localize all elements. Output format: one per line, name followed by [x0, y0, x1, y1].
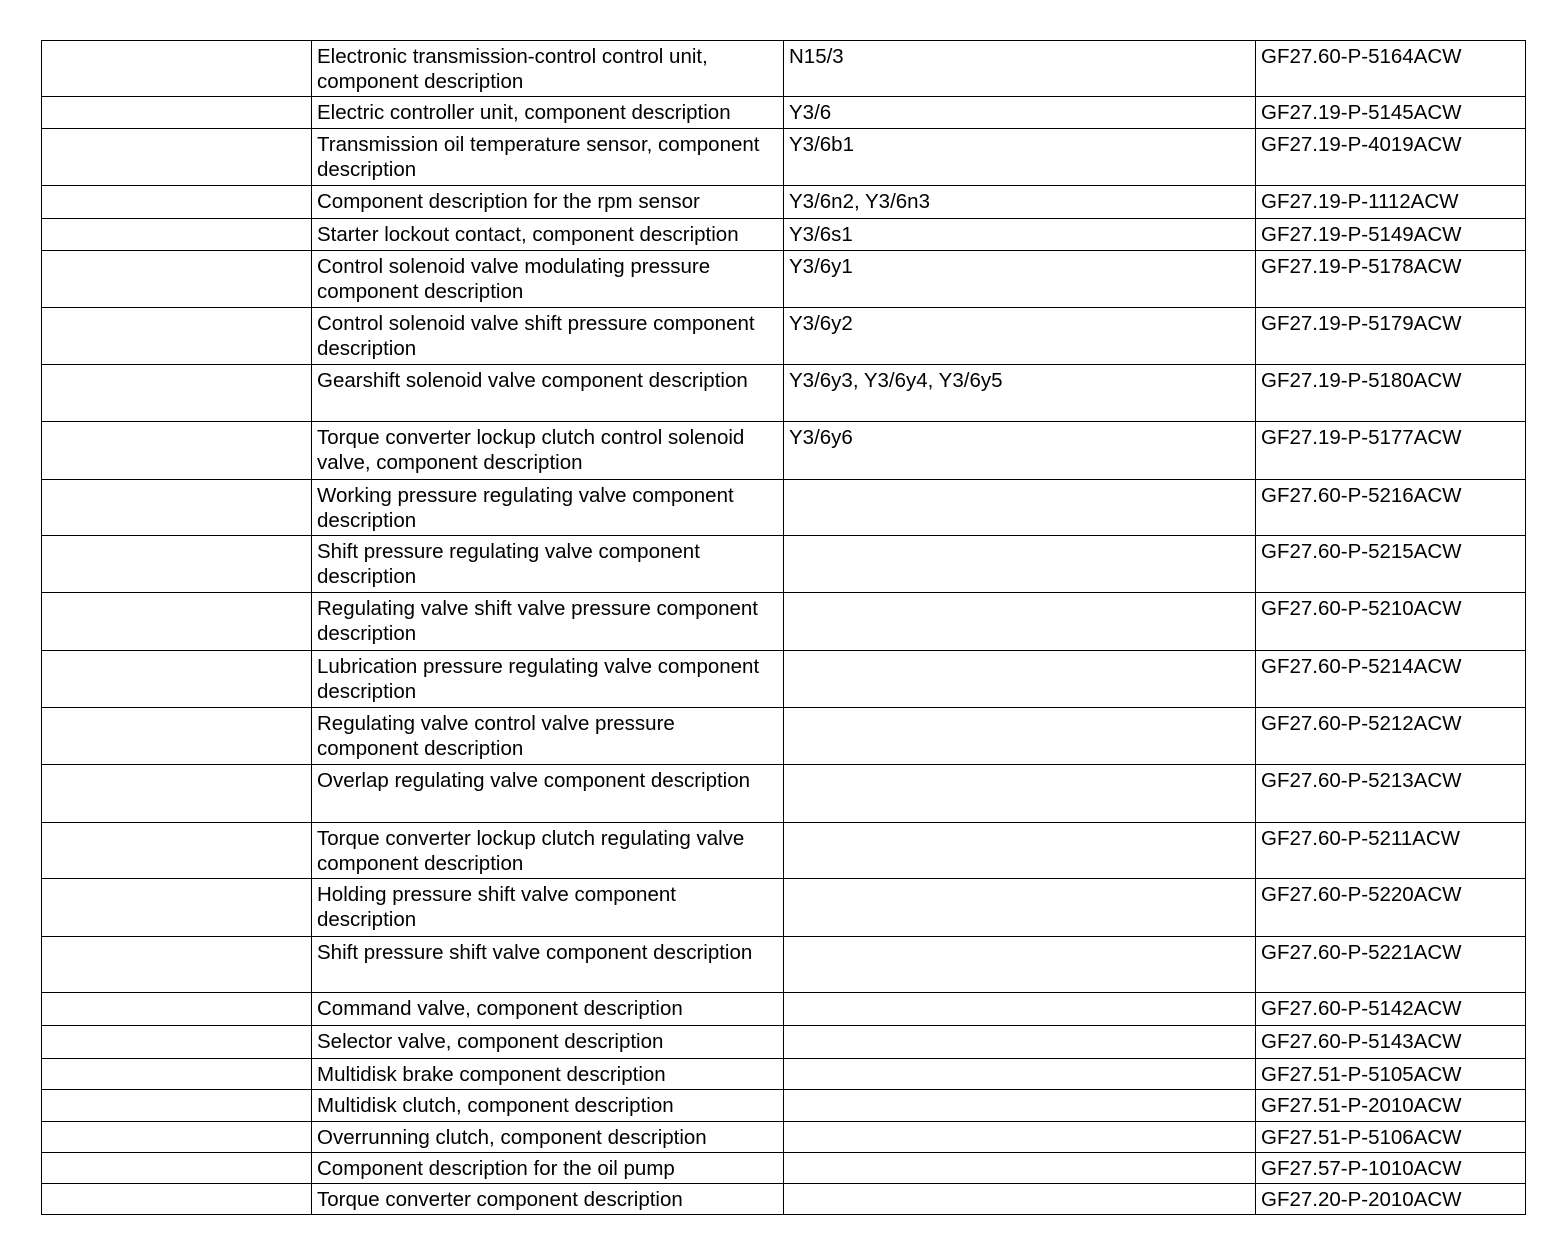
component-description-cell: Torque converter lockup clutch regulating valve component description — [312, 823, 784, 879]
blank-cell — [42, 219, 312, 251]
document-number-cell: GF27.51-P-5105ACW — [1256, 1059, 1526, 1090]
table-row — [42, 1153, 1526, 1184]
document-number-cell: GF27.19-P-5177ACW — [1256, 422, 1526, 480]
document-number-cell: GF27.60-P-5212ACW — [1256, 708, 1526, 765]
table-row — [42, 1090, 1526, 1122]
document-number-cell: GF27.19-P-5145ACW — [1256, 97, 1526, 129]
component-description-cell: Shift pressure shift valve component description — [312, 937, 784, 993]
document-number-cell: GF27.60-P-5220ACW — [1256, 879, 1526, 937]
component-designation-cell — [784, 1122, 1256, 1153]
blank-cell — [42, 937, 312, 993]
blank-cell — [42, 536, 312, 593]
document-number-cell: GF27.19-P-5180ACW — [1256, 365, 1526, 422]
component-description-cell: Regulating valve control valve pressure component description — [312, 708, 784, 765]
blank-cell — [42, 1184, 312, 1215]
component-designation-cell: Y3/6s1 — [784, 219, 1256, 251]
document-number-cell: GF27.51-P-2010ACW — [1256, 1090, 1526, 1122]
blank-cell — [42, 41, 312, 97]
component-designation-cell — [784, 993, 1256, 1026]
component-designation-cell — [784, 1059, 1256, 1090]
blank-cell — [42, 993, 312, 1026]
blank-cell — [42, 1026, 312, 1059]
blank-cell — [42, 823, 312, 879]
component-designation-cell — [784, 1026, 1256, 1059]
component-description-cell: Multidisk brake component description — [312, 1059, 784, 1090]
table-row — [42, 823, 1526, 879]
component-description-cell: Control solenoid valve shift pressure component description — [312, 308, 784, 365]
table-row — [42, 879, 1526, 937]
component-designation-cell — [784, 765, 1256, 823]
blank-cell — [42, 879, 312, 937]
blank-cell — [42, 97, 312, 129]
component-designation-cell — [784, 879, 1256, 937]
table-row — [42, 1122, 1526, 1153]
document-number-cell: GF27.19-P-5149ACW — [1256, 219, 1526, 251]
table-row — [42, 1184, 1526, 1215]
component-description-cell: Torque converter lockup clutch control solenoid valve, component description — [312, 422, 784, 480]
table-row — [42, 651, 1526, 708]
component-description-cell: Holding pressure shift valve component description — [312, 879, 784, 937]
document-number-cell: GF27.60-P-5216ACW — [1256, 480, 1526, 536]
blank-cell — [42, 1059, 312, 1090]
component-description-cell: Control solenoid valve modulating pressure component description — [312, 251, 784, 308]
blank-cell — [42, 1122, 312, 1153]
table-row — [42, 41, 1526, 97]
component-designation-cell — [784, 480, 1256, 536]
document-number-cell: GF27.19-P-4019ACW — [1256, 129, 1526, 186]
table-row — [42, 765, 1526, 823]
table-row — [42, 937, 1526, 993]
table-row — [42, 251, 1526, 308]
component-designation-cell: N15/3 — [784, 41, 1256, 97]
table-body — [42, 41, 1526, 1215]
component-description-cell: Electric controller unit, component description — [312, 97, 784, 129]
table-row — [42, 365, 1526, 422]
component-description-cell: Multidisk clutch, component description — [312, 1090, 784, 1122]
component-designation-cell — [784, 536, 1256, 593]
table-row — [42, 308, 1526, 365]
component-designation-cell — [784, 937, 1256, 993]
document-number-cell: GF27.60-P-5214ACW — [1256, 651, 1526, 708]
blank-cell — [42, 765, 312, 823]
blank-cell — [42, 1153, 312, 1184]
component-description-cell: Electronic transmission-control control unit, component description — [312, 41, 784, 97]
component-designation-cell — [784, 1153, 1256, 1184]
component-designation-cell: Y3/6y2 — [784, 308, 1256, 365]
component-designation-cell: Y3/6 — [784, 97, 1256, 129]
table-row — [42, 129, 1526, 186]
component-description-cell: Component description for the oil pump — [312, 1153, 784, 1184]
component-description-cell: Selector valve, component description — [312, 1026, 784, 1059]
component-description-cell: Shift pressure regulating valve component description — [312, 536, 784, 593]
document-number-cell: GF27.57-P-1010ACW — [1256, 1153, 1526, 1184]
component-designation-cell — [784, 1184, 1256, 1215]
blank-cell — [42, 651, 312, 708]
component-designation-cell — [784, 651, 1256, 708]
document-number-cell: GF27.60-P-5211ACW — [1256, 823, 1526, 879]
component-description-cell: Starter lockout contact, component description — [312, 219, 784, 251]
blank-cell — [42, 129, 312, 186]
document-number-cell: GF27.60-P-5142ACW — [1256, 993, 1526, 1026]
document-number-cell: GF27.60-P-5143ACW — [1256, 1026, 1526, 1059]
document-number-cell: GF27.51-P-5106ACW — [1256, 1122, 1526, 1153]
component-description-cell: Lubrication pressure regulating valve component description — [312, 651, 784, 708]
blank-cell — [42, 480, 312, 536]
table-row — [42, 422, 1526, 480]
table-row — [42, 593, 1526, 651]
component-designation-cell: Y3/6b1 — [784, 129, 1256, 186]
document-number-cell: GF27.60-P-5215ACW — [1256, 536, 1526, 593]
blank-cell — [42, 251, 312, 308]
blank-cell — [42, 186, 312, 219]
document-number-cell: GF27.19-P-5179ACW — [1256, 308, 1526, 365]
component-designation-cell: Y3/6y3, Y3/6y4, Y3/6y5 — [784, 365, 1256, 422]
table-row — [42, 1026, 1526, 1059]
component-description-cell: Command valve, component description — [312, 993, 784, 1026]
table-row — [42, 1059, 1526, 1090]
table-row — [42, 536, 1526, 593]
component-designation-cell — [784, 593, 1256, 651]
component-designation-cell — [784, 1090, 1256, 1122]
blank-cell — [42, 308, 312, 365]
component-description-cell: Overlap regulating valve component description — [312, 765, 784, 823]
component-description-cell: Torque converter component description — [312, 1184, 784, 1215]
component-designation-cell — [784, 823, 1256, 879]
component-designation-cell: Y3/6y1 — [784, 251, 1256, 308]
table-row — [42, 708, 1526, 765]
blank-cell — [42, 365, 312, 422]
table-row — [42, 480, 1526, 536]
blank-cell — [42, 1090, 312, 1122]
component-description-cell: Overrunning clutch, component description — [312, 1122, 784, 1153]
component-description-cell: Gearshift solenoid valve component description — [312, 365, 784, 422]
table-row — [42, 993, 1526, 1026]
component-description-cell: Working pressure regulating valve component description — [312, 480, 784, 536]
component-document-table — [41, 40, 1526, 1215]
table-row — [42, 186, 1526, 219]
table-row — [42, 219, 1526, 251]
document-number-cell: GF27.60-P-5213ACW — [1256, 765, 1526, 823]
component-description-cell: Component description for the rpm sensor — [312, 186, 784, 219]
document-number-cell: GF27.60-P-5164ACW — [1256, 41, 1526, 97]
component-designation-cell: Y3/6n2, Y3/6n3 — [784, 186, 1256, 219]
table-row — [42, 97, 1526, 129]
component-designation-cell — [784, 708, 1256, 765]
blank-cell — [42, 708, 312, 765]
blank-cell — [42, 593, 312, 651]
document-number-cell: GF27.19-P-5178ACW — [1256, 251, 1526, 308]
document-number-cell: GF27.60-P-5221ACW — [1256, 937, 1526, 993]
document-number-cell: GF27.60-P-5210ACW — [1256, 593, 1526, 651]
component-description-cell: Transmission oil temperature sensor, component description — [312, 129, 784, 186]
blank-cell — [42, 422, 312, 480]
component-designation-cell: Y3/6y6 — [784, 422, 1256, 480]
document-number-cell: GF27.20-P-2010ACW — [1256, 1184, 1526, 1215]
component-description-cell: Regulating valve shift valve pressure component description — [312, 593, 784, 651]
document-number-cell: GF27.19-P-1112ACW — [1256, 186, 1526, 219]
